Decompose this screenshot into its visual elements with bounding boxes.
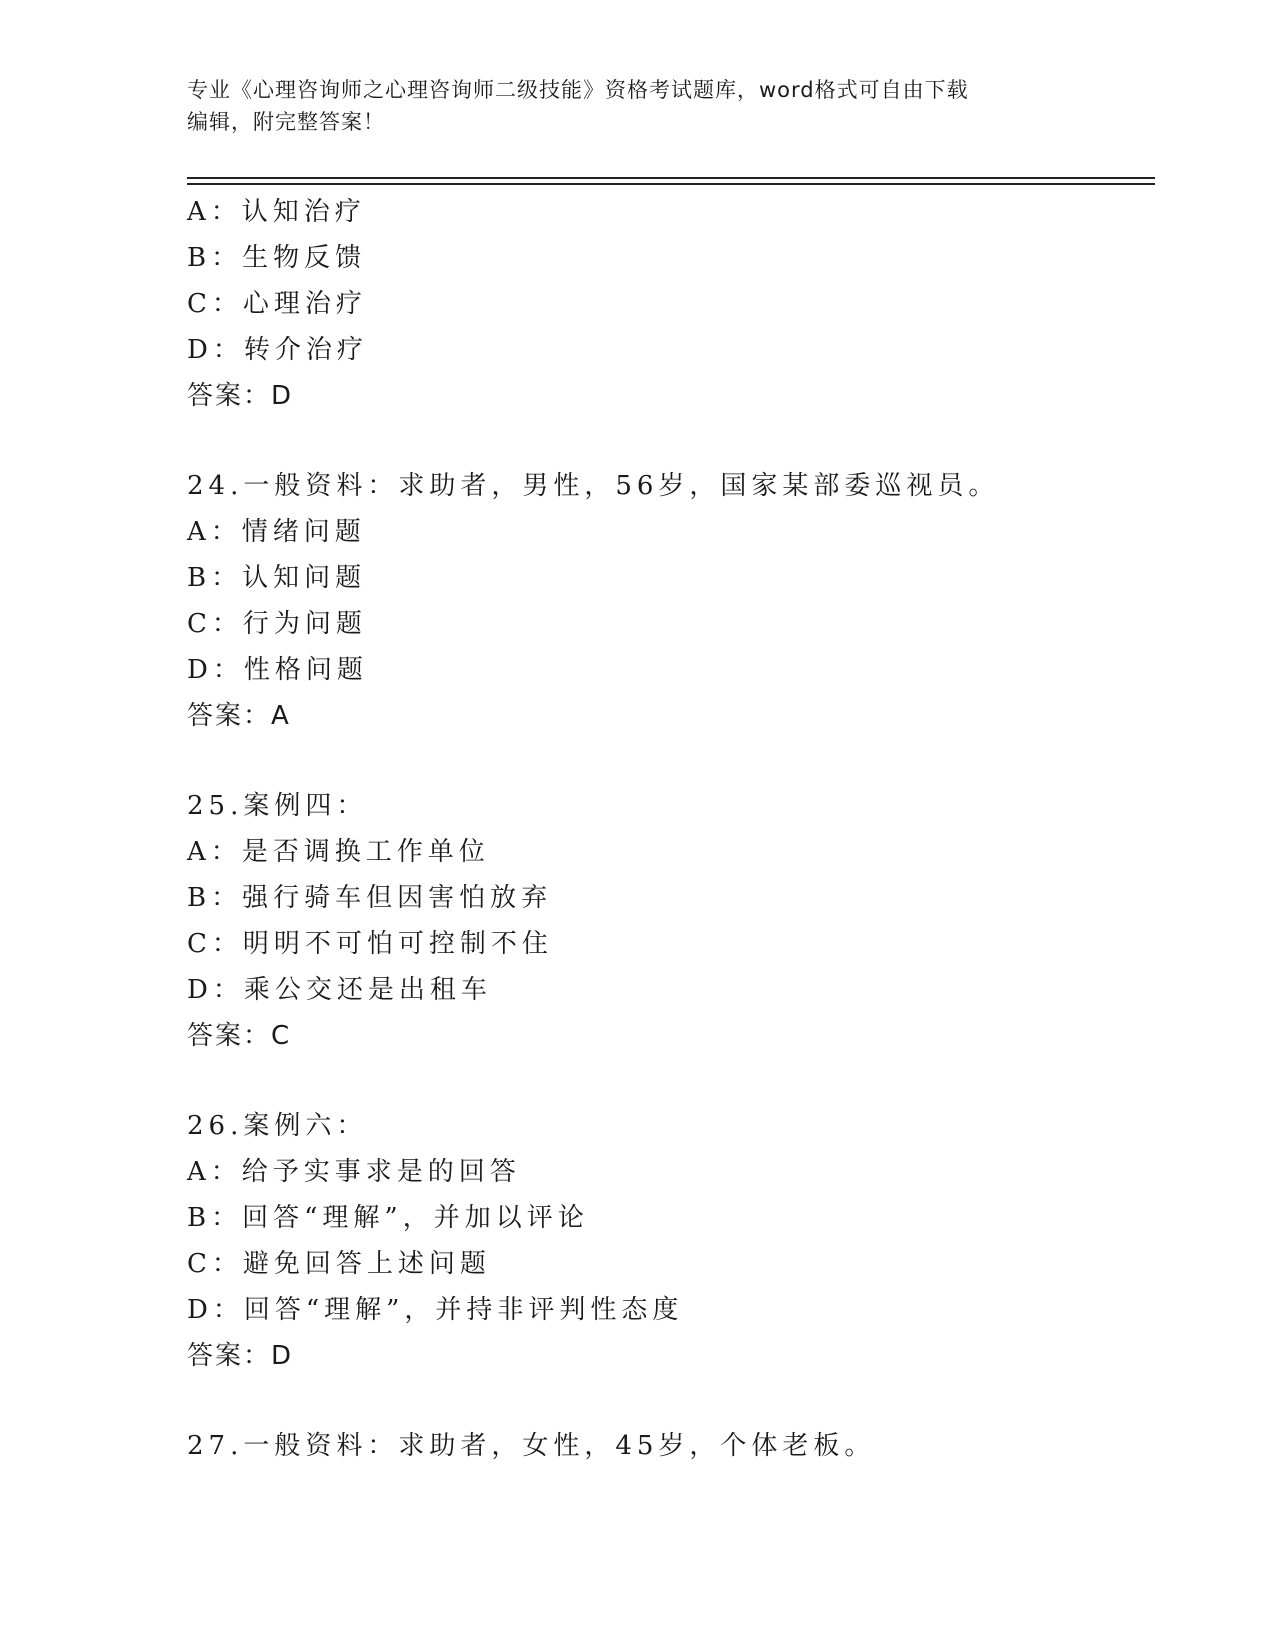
answer-line: 答案：D <box>187 1341 294 1371</box>
option-a: A：给予实事求是的回答 <box>187 1157 521 1187</box>
spacer <box>187 419 1155 463</box>
option-c: C：明明不可怕可控制不住 <box>187 929 553 959</box>
document-header <box>187 74 1067 138</box>
spacer <box>187 1059 1155 1103</box>
question-text: 27.一般资料：求助者，女性，45岁，个体老板。 <box>187 1431 876 1461</box>
option-c: C：心理治疗 <box>187 289 367 319</box>
question-block-24 <box>187 463 1155 739</box>
option-d: D：性格问题 <box>187 655 368 685</box>
answer-line: 答案：C <box>187 1021 292 1051</box>
option-b: B：认知问题 <box>187 563 367 593</box>
question-block-25 <box>187 783 1155 1059</box>
option-d: D：转介治疗 <box>187 335 368 365</box>
option-a: A：情绪问题 <box>187 517 366 547</box>
option-b: B：回答“理解”，并加以评论 <box>187 1203 589 1233</box>
spacer <box>187 1379 1155 1423</box>
option-b: B：生物反馈 <box>187 243 367 273</box>
option-c: C：避免回答上述问题 <box>187 1249 491 1279</box>
option-a: A：认知治疗 <box>187 197 366 227</box>
question-block-26 <box>187 1103 1155 1379</box>
question-block-27 <box>187 1423 1155 1469</box>
question-block-continued <box>187 189 1155 419</box>
option-a: A：是否调换工作单位 <box>187 837 490 867</box>
answer-line: 答案：A <box>187 701 291 731</box>
answer-line: 答案：D <box>187 381 294 411</box>
header-line-1: 专业《心理咨询师之心理咨询师二级技能》资格考试题库，word格式可自由下载 <box>187 78 969 102</box>
question-text: 24.一般资料：求助者，男性，56岁，国家某部委巡视员。 <box>187 471 1000 501</box>
option-d: D：乘公交还是出租车 <box>187 975 492 1005</box>
option-c: C：行为问题 <box>187 609 367 639</box>
question-list <box>187 189 1155 1469</box>
header-divider-top <box>187 177 1155 179</box>
question-text: 25.案例四： <box>187 791 368 821</box>
question-text: 26.案例六： <box>187 1111 368 1141</box>
spacer <box>187 739 1155 783</box>
header-line-2: 编辑，附完整答案！ <box>187 110 385 134</box>
option-d: D：回答“理解”，并持非评判性态度 <box>187 1295 684 1325</box>
header-divider-bottom <box>187 183 1155 185</box>
option-b: B：强行骑车但因害怕放弃 <box>187 883 553 913</box>
